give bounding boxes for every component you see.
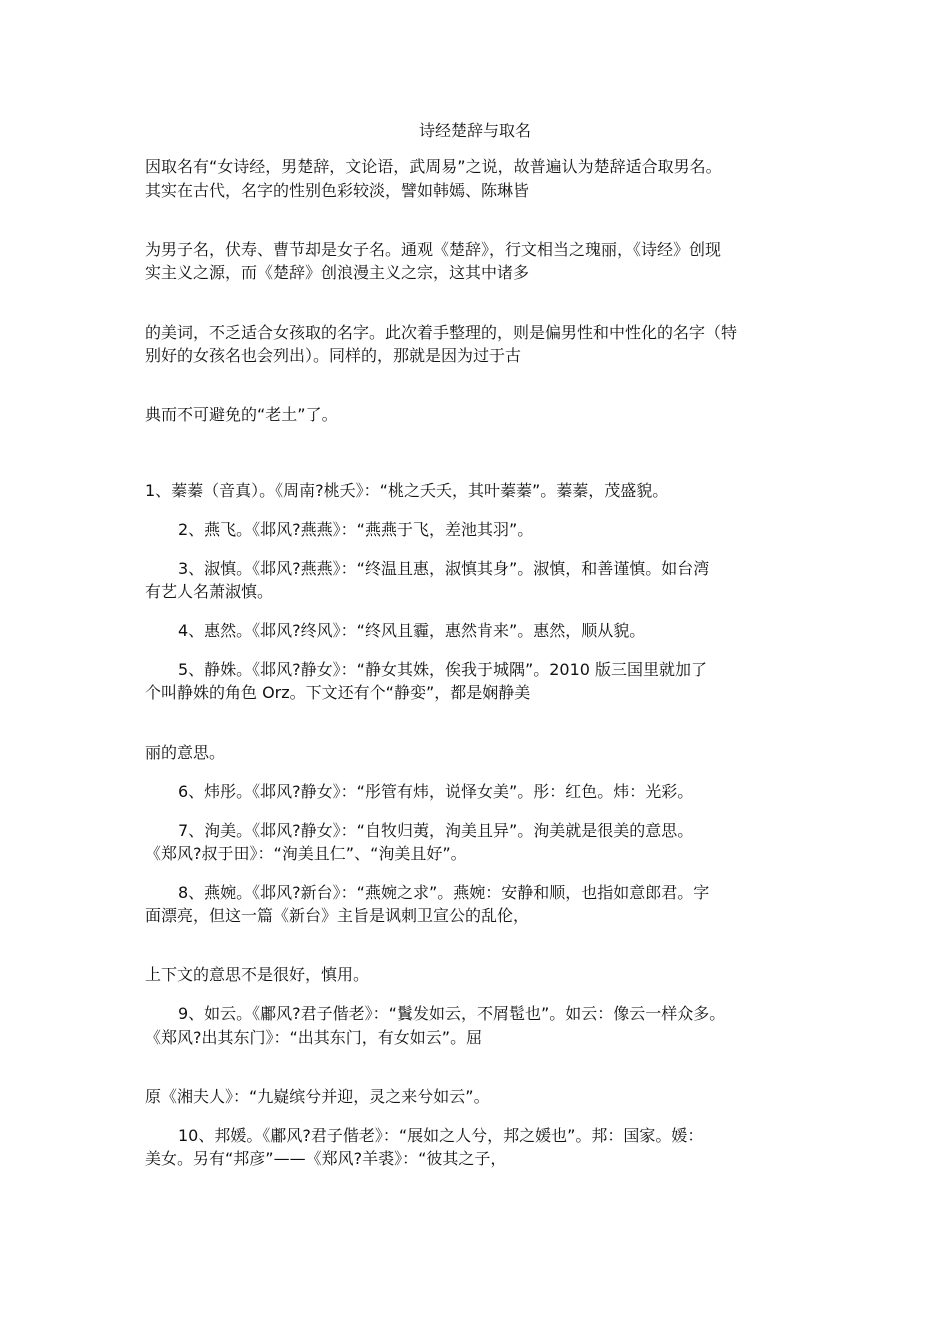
text-line: 上下文的意思不是很好，慎用。 xyxy=(145,965,370,984)
list-item: 7、洵美。《邶风?静女》：“自牧归荑，洵美且异”。洵美就是很美的意思。 xyxy=(178,821,694,840)
text-line: 美女。另有“邦彦”——《郑风?羊裘》：“彼其之子， xyxy=(145,1149,507,1168)
text-line: 丽的意思。 xyxy=(145,743,226,762)
list-item: 4、惠然。《邶风?终风》：“终风且霾，惠然肯来”。惠然，顺从貌。 xyxy=(178,621,646,640)
text-line: 个叫静姝的角色 Orz。下文还有个“静娈”，都是娴静美 xyxy=(145,683,531,702)
page-title: 诗经楚辞与取名 xyxy=(418,121,531,140)
text-line: 《郑风?叔于田》：“洵美且仁”、“洵美且好”。 xyxy=(145,844,467,863)
text-line: 别好的女孩名也会列出）。同样的，那就是因为过于古 xyxy=(145,346,522,365)
text-line: 原《湘夫人》：“九嶷缤兮并迎，灵之来兮如云”。 xyxy=(145,1087,490,1106)
list-item: 6、炜彤。《邶风?静女》：“彤管有炜，说怿女美”。彤：红色。炜：光彩。 xyxy=(178,782,694,801)
text-line: 有艺人名萧淑慎。 xyxy=(145,582,274,601)
list-item: 8、燕婉。《邶风?新台》：“燕婉之求”。燕婉：安静和顺，也指如意郎君。字 xyxy=(178,883,710,902)
text-line: 典而不可避免的“老土”了。 xyxy=(145,405,338,424)
list-item: 2、燕飞。《邶风?燕燕》：“燕燕于飞，差池其羽”。 xyxy=(178,520,534,539)
text-line: 因取名有“女诗经，男楚辞，文论语，武周易”之说，故普遍认为楚辞适合取男名。 xyxy=(145,157,722,176)
text-line: 其实在古代，名字的性别色彩较淡，譬如韩嫣、陈琳皆 xyxy=(145,181,530,200)
text-line: 《郑风?出其东门》：“出其东门，有女如云”。屈 xyxy=(145,1028,483,1047)
list-item: 10、邦媛。《鄘风?君子偕老》：“展如之人兮，邦之媛也”。邦：国家。媛： xyxy=(178,1126,704,1145)
list-item: 9、如云。《鄘风?君子偕老》：“鬒发如云，不屑髢也”。如云：像云一样众多。 xyxy=(178,1004,726,1023)
text-line: 为男子名，伏寿、曹节却是女子名。通观《楚辞》，行文相当之瑰丽，《诗经》创现 xyxy=(145,240,722,259)
list-item: 5、静姝。《邶风?静女》：“静女其姝，俟我于城隅”。2010 版三国里就加了 xyxy=(178,660,708,679)
text-line: 实主义之源，而《楚辞》创浪漫主义之宗，这其中诸多 xyxy=(145,263,530,282)
text-line: 的美词，不乏适合女孩取的名字。此次着手整理的，则是偏男性和中性化的名字（特 xyxy=(145,323,738,342)
list-item: 3、淑慎。《邶风?燕燕》：“终温且惠，淑慎其身”。淑慎，和善谨慎。如台湾 xyxy=(178,559,710,578)
text-line: 面漂亮，但这一篇《新台》主旨是讽刺卫宣公的乱伦， xyxy=(145,906,530,925)
list-item: 1、蓁蓁（音真）。《周南?桃夭》：“桃之夭夭，其叶蓁蓁”。蓁蓁，茂盛貌。 xyxy=(145,481,669,500)
